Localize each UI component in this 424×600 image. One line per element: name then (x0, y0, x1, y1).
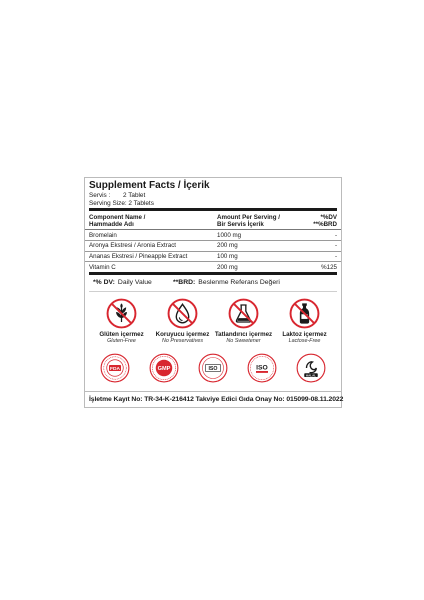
panel-title: Supplement Facts / İçerik (89, 180, 210, 191)
fda-badge (100, 353, 130, 383)
flask-icon (228, 298, 259, 329)
header-amount-line1: Amount Per Serving / (217, 214, 280, 222)
legend-brd-key: **BRD: (173, 279, 196, 286)
gmp-badge (149, 353, 179, 383)
table-row (85, 262, 341, 272)
fda-text: FDA (110, 366, 121, 372)
table-row (85, 241, 341, 252)
row-name: Vitamin C (89, 263, 116, 271)
servis-label: Servis : (89, 192, 111, 199)
halal-text: HALAL (305, 373, 316, 378)
header-amount (217, 214, 303, 228)
legend-dv (93, 279, 173, 286)
header-component-line1: Component Name / (89, 214, 146, 222)
row-name: Ananas Ekstresi / Pineapple Extract (89, 253, 188, 261)
header-amount-line2: Bir Servis İçerik (217, 221, 264, 229)
feature-sub: Lactose-Free (288, 338, 321, 344)
feature-gluten-free (92, 298, 152, 344)
row-dv: - (334, 242, 337, 250)
legend-dv-text: Daily Value (117, 279, 152, 286)
feature-sub: No Sweetener (226, 338, 261, 344)
row-dv: - (334, 231, 337, 239)
legend-dv-key: *% DV: (93, 279, 115, 286)
iso-food-seal-icon (247, 353, 277, 383)
gmp-text: GMP (157, 366, 171, 373)
header-component-line2: Hammadde Adı (89, 221, 134, 229)
table-row (85, 230, 341, 241)
servis-value: 2 Tablet (123, 192, 146, 199)
feature-lactose-free (275, 298, 335, 344)
halal-badge (296, 353, 326, 383)
iso-22000-badge (247, 353, 277, 383)
wheat-icon (106, 298, 137, 329)
feature-no-sweetener (214, 298, 274, 344)
legend-brd-text: Beslenme Referans Değeri (198, 279, 280, 286)
header-dv (303, 214, 337, 228)
certification-badges (89, 346, 337, 391)
row-dv: - (334, 253, 337, 261)
table-row (85, 252, 341, 263)
feature-icons (89, 291, 337, 346)
feature-label: Glüten içermez (99, 331, 144, 338)
table-header (85, 212, 341, 230)
row-dv: %125 (321, 263, 337, 271)
fda-seal-icon (100, 353, 130, 383)
row-amount: 200 mg (217, 242, 238, 250)
row-name: Aronya Ekstresi / Aronia Extract (89, 242, 177, 250)
header-dv-line2: **%BRD (313, 221, 337, 229)
iso2-text: ISO (255, 364, 268, 372)
header-dv-line1: *%DV (320, 214, 337, 222)
iso-seal-icon (198, 353, 228, 383)
feature-label: Tatlandırıcı içermez (214, 331, 273, 338)
row-amount: 200 mg (217, 263, 238, 271)
legend (89, 272, 337, 291)
drop-icon (167, 298, 198, 329)
divider-thick (89, 208, 337, 211)
header-component (89, 214, 217, 228)
feature-label: Koruyucu içermez (155, 331, 210, 338)
feature-sub: Gluten-Free (107, 338, 136, 344)
feature-no-preservatives (153, 298, 213, 344)
gmp-seal-icon (149, 353, 179, 383)
iso-certified-badge (198, 353, 228, 383)
feature-sub: No Preservatives (161, 338, 204, 344)
row-amount: 100 mg (217, 253, 238, 261)
row-amount: 1000 mg (217, 231, 242, 239)
serving-size: Serving Size: 2 Tablets (89, 199, 154, 207)
iso-text: ISO (208, 365, 218, 372)
supplement-facts-panel (84, 177, 342, 408)
bottle-icon (289, 298, 320, 329)
halal-seal-icon (296, 353, 326, 383)
legend-brd (173, 279, 280, 286)
feature-label: Laktoz içermez (282, 331, 327, 338)
row-name: Bromelain (89, 231, 117, 239)
registration-footer: İşletme Kayıt No: TR-34-K-216412 Takviye Edici Gıda Onay No: 015099-08.11.2022 (85, 391, 341, 407)
servis-line (85, 192, 341, 200)
